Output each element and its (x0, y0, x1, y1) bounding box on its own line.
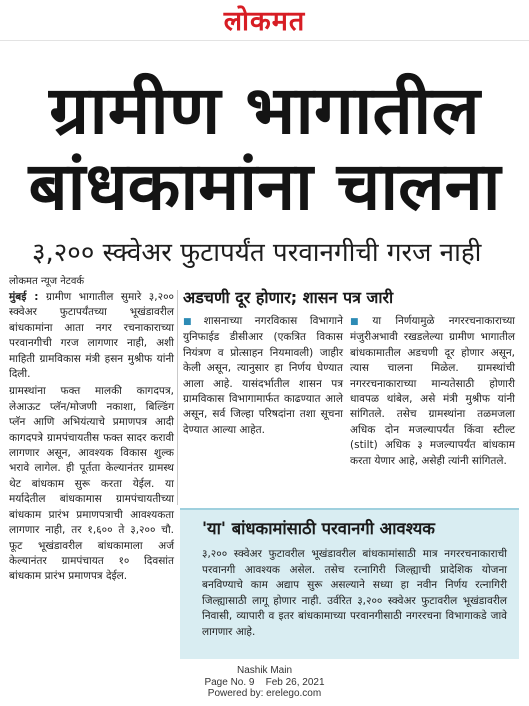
section-heading: अडचणी दूर होणार; शासन पत्र जारी (183, 288, 394, 307)
left-column (9, 290, 174, 585)
bullet-square-icon: ■ (350, 317, 370, 327)
info-box-text: ३,२०० स्क्वेअर फुटावरील भूखंडावरील बांधकामांसाठी मात्र नगररचनाकाराची परवानगी आवश्यक असेल. तसेच रत्नागिरी जिल्ह्याची प्रादेशिक योजना बनविण्याचे काम अद्याप सुरू असल्याने सध्या हा नवीन निर्णय रत्नागिरी जिल्ह्यासाठी लागू होणार नाही. उर्वरित ३,२०० स्क्वेअर फुटावरील भूखंडावरील निवासी, व्यापारी व इतर बांधकामाच्या परवानगीसाठी नगररचना विभागाकडे जावे लागणार आहे. (202, 548, 507, 638)
byline: लोकमत न्यूज नेटवर्क (9, 276, 85, 287)
headline-line-1: ग्रामीण भागातील (49, 72, 480, 149)
masthead-logo: लोकमत (223, 6, 306, 37)
dateline: मुंबई : (9, 291, 39, 303)
footer-powered-by: Powered by: erelego.com (207, 688, 322, 699)
left-paragraph-1 (9, 290, 174, 382)
subheadline: ३,२०० स्क्वेअर फुटापर्यंत परवानगीची गरज नाही (32, 238, 482, 268)
info-box (180, 508, 519, 659)
footer-page-date: Page No. 9 Feb 26, 2021 (204, 676, 325, 688)
right-column-text: या निर्णयामुळे नगररचनाकाराच्या मंजुरीअभावी रखडलेल्या ग्रामीण भागातील बांधकामातील अडचणी दूर होणार असून, त्यास चालना मिळेल. ग्रामस्थांची नगररचनाकाराच्या मान्यतेसाठी होणारी धावपळ थांबेल, असे मंत्री मुश्रीफ यांनी सांगितले. तसेच ग्रामस्थांना तळमजला अधिक दोन मजल्यापर्यंत किंवा स्टील्ट (stilt) अधिक ३ मजल्यापर्यंत बांधकाम करता येणार आहे, असेही त्यांनी सांगितले. (350, 315, 515, 467)
left-paragraph-1-text: ग्रामीण भागातील सुमारे ३,२०० स्क्वेअर फुटापर्यंतच्या भूखंडावरील बांधकामांना आता नगर रचनाकाराच्या परवानगीची गरज लागणार नाही, अशी माहिती ग्रामविकास मंत्री हसन मुश्रीफ यांनी दिली. (9, 291, 174, 381)
masthead-rule (0, 40, 529, 41)
bullet-square-icon: ■ (183, 317, 201, 327)
middle-column (183, 314, 343, 438)
info-box-title: 'या' बांधकामांसाठी परवानगी आवश्यक (202, 519, 435, 538)
page-footer (0, 665, 529, 700)
footer-edition: Nashik Main (236, 665, 293, 676)
headline-line-2: बांधकामांना चालना (28, 148, 501, 225)
left-paragraph-2: ग्रामस्थांना फक्त मालकी कागदपत्र, लेआऊट प्लॅन/मोजणी नकाशा, बिल्डिंग प्लॅन आणि अभियंत्याचे प्रमाणपत्र आदी कागदपत्रे ग्रामपंचायतीस फक्त सादर करावी लागणार असून, आवश्यक विकास शुल्क भरावे लागेल. ही पूर्तता केल्यानंतर ग्रामस्थ थेट बांधकाम सुरू करता येईल. या मर्यादेतील बांधकामास ग्रामपंचायतीच्या बांधकाम प्रारंभ प्रमाणपत्राची आवश्यकता लागणार नाही, तर १,६०० ते ३,२०० चौ. फूट भूखंडावरील बांधकामाला अर्ज केल्यानंतर ग्रामपंचायत १० दिवसांत बांधकाम प्रारंभ प्रमाणपत्र देईल. (9, 385, 174, 583)
column-divider (177, 290, 178, 505)
middle-column-text: शासनाच्या नगरविकास विभागाने युनिफाईड डीसीआर (एकत्रित विकास नियंत्रण व प्रोत्साहन नियमावली) जाहीर केली असून, त्यानुसार हा निर्णय घेण्यात आला आहे. यासंदर्भातील शासन पत्र ग्रामविकास विभागामार्फत काढण्यात आले असून, सर्व जिल्हा परिषदांना तशा सूचना देण्यात आल्या आहेत. (183, 315, 343, 436)
right-column (350, 314, 515, 469)
